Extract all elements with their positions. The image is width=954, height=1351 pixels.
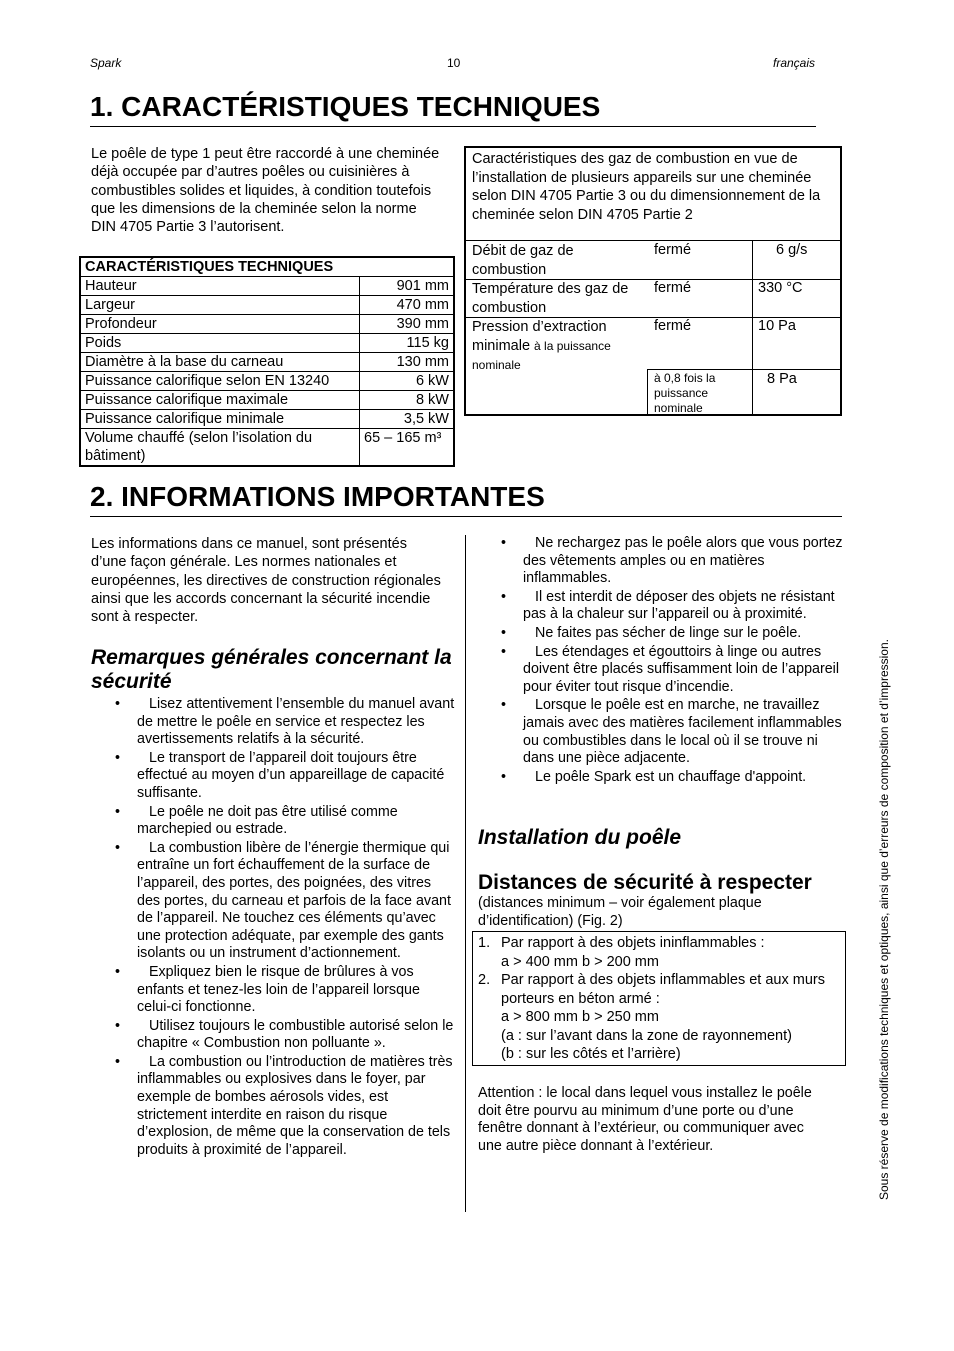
distances-note: (distances minimum – voir également plaque d’identification) (Fig. 2) xyxy=(478,895,762,929)
header-right: français xyxy=(773,56,816,70)
spec-label: Puissance calorifique minimale xyxy=(80,410,360,429)
spec-row xyxy=(80,296,454,315)
gas-row xyxy=(647,369,840,370)
list-item-text: Lorsque le poêle est en marche, ne travaillez jamais avec des matières facilement inflammables ou combustibles dans le local où il se trouve ni dans une pièce adjacente. xyxy=(523,697,842,767)
bullet-icon: • xyxy=(501,643,507,660)
list-item xyxy=(115,839,457,963)
header-left: Spark xyxy=(90,56,122,70)
spec-row xyxy=(80,391,454,410)
gas-r2-value: 330 °C xyxy=(758,280,803,296)
gas-r3-label-wrap xyxy=(472,318,647,375)
list-item xyxy=(115,803,457,839)
bullet-icon: • xyxy=(501,697,507,714)
spec-label: Diamètre à la base du carneau xyxy=(80,353,360,372)
gas-r3-value: 10 Pa xyxy=(758,318,796,334)
side-disclaimer: Sous réserve de modifications techniques et optiques, ainsi que d’erreurs de composition et d’impression. xyxy=(877,639,891,1200)
gas-divider xyxy=(647,370,648,416)
list-item-text: Ne faites pas sécher de linge sur le poêle. xyxy=(535,624,802,641)
list-item-text: Il est interdit de déposer des objets ne résistant pas à la chaleur sur l’appareil ou à proximité. xyxy=(523,588,835,623)
gas-table xyxy=(464,146,842,416)
gas-r3-label: Pression d’extraction minimale xyxy=(472,319,607,354)
distance-item-2-label: Par rapport à des objets inflammables et aux murs porteurs en béton armé : xyxy=(501,972,825,1007)
spec-value: 65 – 165 m³ xyxy=(360,429,455,467)
spec-label: Puissance calorifique maximale xyxy=(80,391,360,410)
list-item xyxy=(501,697,845,767)
spec-value: 115 kg xyxy=(360,334,455,353)
list-item-text: Le poêle ne doit pas être utilisé comme marchepied ou estrade. xyxy=(137,803,398,838)
spec-value: 6 kW xyxy=(360,372,455,391)
list-item xyxy=(501,768,845,787)
gas-r4-state: à 0,8 fois la puissance nominale xyxy=(654,371,716,415)
safety-title: Remarques générales concernant la sécurité xyxy=(91,646,452,693)
distances-title: Distances de sécurité à respecter xyxy=(478,871,812,894)
spec-value: 130 mm xyxy=(360,353,455,372)
bullet-icon: • xyxy=(115,1053,121,1070)
spec-row xyxy=(80,410,454,429)
gas-r4-value: 8 Pa xyxy=(767,371,797,387)
bullet-icon: • xyxy=(115,1017,121,1034)
list-item-text: Ne rechargez pas le poêle alors que vous portez des vêtements amples ou en matières inflammables. xyxy=(523,535,843,587)
spec-row xyxy=(80,353,454,372)
bullet-icon: • xyxy=(115,749,121,766)
gas-r1-label: Débit de gaz de combustion xyxy=(472,243,574,278)
distance-item-2-note-a: (a : sur l’avant dans la zone de rayonnement) xyxy=(501,1027,792,1044)
spec-row xyxy=(80,334,454,353)
distance-item-1 xyxy=(501,934,841,971)
list-item-text: Le poêle Spark est un chauffage d'appoint. xyxy=(535,768,807,785)
bullet-icon: • xyxy=(501,624,507,641)
list-item xyxy=(501,624,845,643)
spec-label: Volume chauffé (selon l’isolation du bâtiment) xyxy=(80,429,360,467)
install-title: Installation du poêle xyxy=(478,826,682,849)
attention-note: Attention : le local dans lequel vous installez le poêle doit être pourvu au minimum d’une porte ou d’une fenêtre donnant à l’extérieur, ou communiquer avec une autre pièce donnant à l’extérieur. xyxy=(478,1085,812,1154)
spec-label: Poids xyxy=(80,334,360,353)
spec-label: Hauteur xyxy=(80,277,360,296)
bullet-icon: • xyxy=(501,588,507,605)
spec-value: 390 mm xyxy=(360,315,455,334)
gas-r1-state: fermé xyxy=(654,242,692,258)
spec-table xyxy=(79,256,455,467)
bullet-icon: • xyxy=(115,696,121,712)
section-title-1: 1. CARACTÉRISTIQUES TECHNIQUES xyxy=(90,90,816,127)
spec-value: 8 kW xyxy=(360,391,455,410)
distance-item-1-values: a > 400 mm b > 200 mm xyxy=(501,953,659,970)
list-item xyxy=(501,643,845,697)
distances-box xyxy=(472,931,846,1066)
list-item-text: Expliquez bien le risque de brûlures à vos enfants et tenez-les loin de l’appareil lorsque celui-ci fonctionne. xyxy=(137,963,420,1016)
gas-r1-value: 6 g/s xyxy=(776,242,808,258)
gas-row xyxy=(466,240,840,241)
gas-divider xyxy=(752,241,753,416)
distance-item-1-label: Par rapport à des objets ininflammables : xyxy=(501,935,765,951)
bullet-icon: • xyxy=(115,963,121,980)
page-number: 10 xyxy=(447,56,461,70)
spec-label: Largeur xyxy=(80,296,360,315)
spec-label: Puissance calorifique selon EN 13240 xyxy=(80,372,360,391)
section2-intro: Les informations dans ce manuel, sont présentés d’une façon générale. Les normes nationales et européennes, les directives de construction régionales ainsi que les accords concernant la sécurité incendie sont à respecter. xyxy=(91,536,441,626)
section-title-2: 2. INFORMATIONS IMPORTANTES xyxy=(90,480,842,517)
gas-r2-state: fermé xyxy=(654,280,692,296)
gas-r2-label: Température des gaz de combustion xyxy=(472,281,629,316)
gas-r3-label-small: à la puissance nominale xyxy=(472,339,611,372)
bullet-icon: • xyxy=(501,768,507,785)
section1-intro: Le poêle de type 1 peut être raccordé à une cheminée déjà occupée par d’autres poêles ou cuisinières à combustibles solides et liquides, à condition toutefois que les dimensions de la cheminée selon la norme DIN 4705 Partie 3 l’autorisent. xyxy=(91,146,440,236)
list-item-text: Les étendages et égouttoirs à linge ou autres doivent être placés suffisamment loin de l’appareil pour éviter tout risque d’incendie. xyxy=(523,643,840,695)
list-item xyxy=(115,749,457,803)
spec-label: Profondeur xyxy=(80,315,360,334)
bullet-icon: • xyxy=(501,535,507,551)
list-item-text: La combustion ou l’introduction de matières très inflammables ou explosives dans le foyer, par exemple de bombes aérosols vides, est strictement interdite en raison du risque d’explosion, de même que la conservation de tels produits à proximité de l’appareil. xyxy=(137,1053,453,1158)
spec-table-title: CARACTÉRISTIQUES TECHNIQUES xyxy=(80,257,454,277)
spec-row xyxy=(80,315,454,334)
list-item xyxy=(501,535,845,588)
safety-list-left xyxy=(115,696,457,1160)
distance-item-2 xyxy=(501,971,841,1064)
list-item-text: Le transport de l’appareil doit toujours être effectué au moyen d’un appareillage de capacité suffisante. xyxy=(137,749,445,801)
spec-value: 470 mm xyxy=(360,296,455,315)
list-item-text: La combustion libère de l’énergie thermique qui entraîne un fort échauffement de la surface de l’appareil, des portes, des poignées, des vitres des portes, du carneau et parfois de la face avant de l’appareil. Ne touchez ces éléments qu’avec une protection adéquate, par exemple des gants isolants ou un instrument d’actionnement. xyxy=(137,839,451,962)
spec-value: 3,5 kW xyxy=(360,410,455,429)
list-item xyxy=(115,963,457,1017)
gas-r3-state: fermé xyxy=(654,318,692,334)
distance-item-number: 1. xyxy=(478,935,491,951)
list-item xyxy=(115,1017,457,1053)
spec-row xyxy=(80,429,454,467)
list-item xyxy=(501,588,845,624)
distance-item-number: 2. xyxy=(478,972,491,988)
safety-list-right xyxy=(501,535,845,787)
spec-row xyxy=(80,372,454,391)
list-item xyxy=(115,1053,457,1160)
distance-item-2-note-b: (b : sur les côtés et l’arrière) xyxy=(501,1046,681,1062)
bullet-icon: • xyxy=(115,839,121,856)
bullet-icon: • xyxy=(115,803,121,820)
column-divider xyxy=(465,535,466,1212)
spec-row xyxy=(80,277,454,296)
list-item-text: Utilisez toujours le combustible autorisé selon le chapitre « Combustion non polluante ». xyxy=(137,1017,454,1052)
spec-value: 901 mm xyxy=(360,277,455,296)
gas-heading: Caractéristiques des gaz de combustion en vue de l’installation de plusieurs appareils sur une cheminée selon DIN 4705 Partie 3 ou du dimensionnement de la cheminée selon DIN 4705 Partie 2 xyxy=(472,151,821,223)
list-item xyxy=(115,696,457,749)
list-item-text: Lisez attentivement l’ensemble du manuel avant de mettre le poêle en service et respectez les avertissements relatifs à la sécurité. xyxy=(137,696,455,748)
distance-item-2-values: a > 800 mm b > 250 mm xyxy=(501,1009,659,1025)
